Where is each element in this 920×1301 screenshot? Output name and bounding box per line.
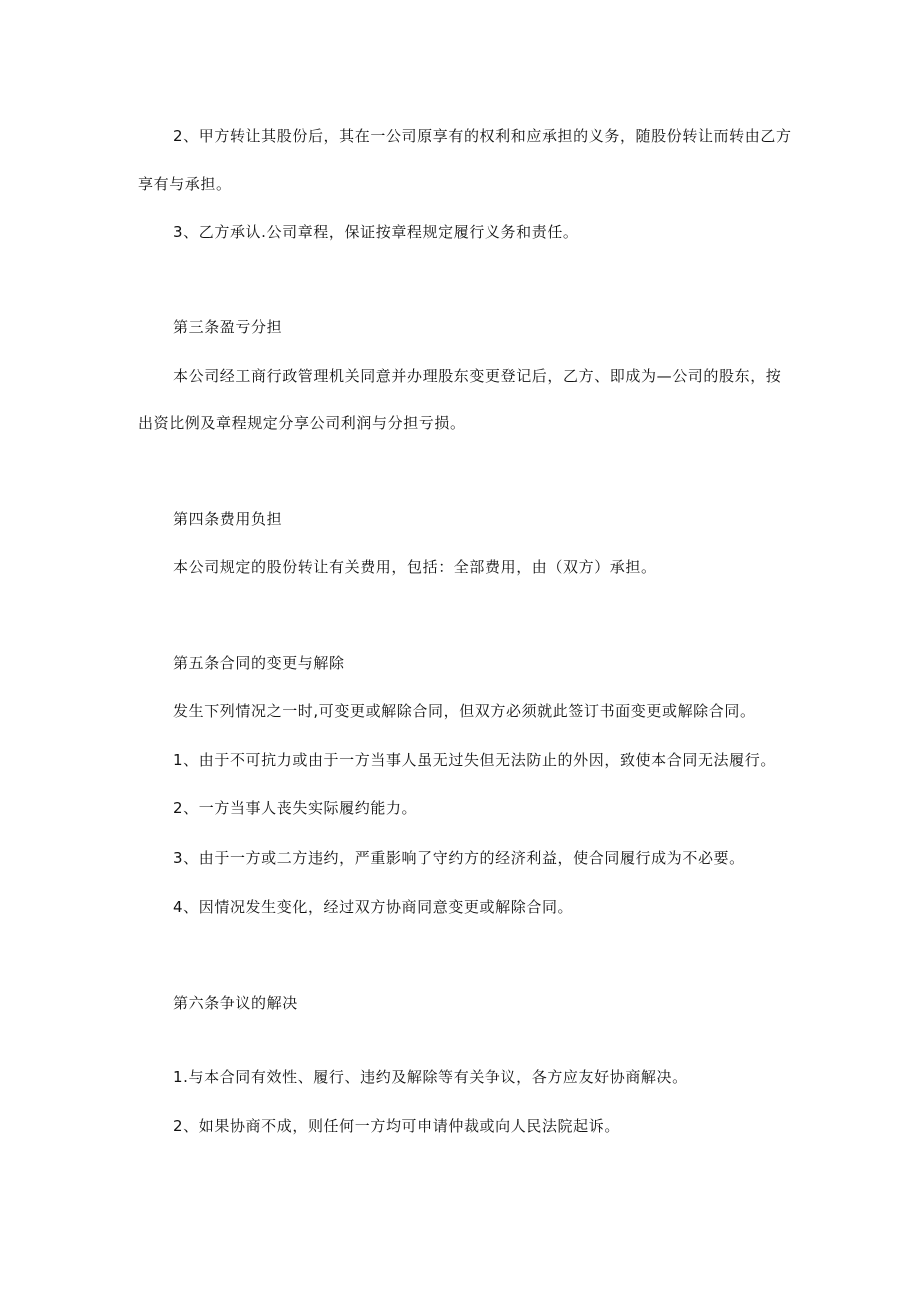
section-3-paragraph-line-1: 本公司经工商行政管理机关同意并办理股东变更登记后，乙方、即成为—公司的股东，按 [173,367,782,385]
section-5-intro: 发生下列情况之一时,可变更或解除合同，但双方必须就此签订书面变更或解除合同。 [173,702,756,720]
clause-2-item-3: 3、乙方承认.公司章程，保证按章程规定履行义务和责任。 [173,223,579,241]
section-4-heading: 第四条费用负担 [173,510,283,528]
section-6-item-2: 2、如果协商不成，则任何一方均可申请仲裁或向人民法院起诉。 [173,1117,620,1135]
section-6-item-1: 1.与本合同有效性、履行、违约及解除等有关争议，各方应友好协商解决。 [173,1068,688,1086]
section-5-item-1: 1、由于不可抗力或由于一方当事人虽无过失但无法防止的外因，致使本合同无法履行。 [173,751,776,769]
section-3-heading: 第三条盈亏分担 [173,318,283,336]
section-5-heading: 第五条合同的变更与解除 [173,654,345,672]
clause-2-item-2-line-2: 享有与承担。 [138,175,232,193]
section-5-item-4: 4、因情况发生变化，经过双方协商同意变更或解除合同。 [173,898,574,916]
section-5-item-2: 2、一方当事人丧失实际履约能力。 [173,799,418,817]
section-3-paragraph-line-2: 出资比例及章程规定分享公司利润与分担亏损。 [138,414,466,432]
section-4-paragraph: 本公司规定的股份转让有关费用，包括：全部费用，由（双方）承担。 [173,558,657,576]
section-5-item-3: 3、由于一方或二方违约，严重影响了守约方的经济利益，使合同履行成为不必要。 [173,849,745,867]
clause-2-item-2-line-1: 2、甲方转让其股份后，其在一公司原享有的权利和应承担的义务，随股份转让而转由乙方 [173,127,792,145]
section-6-heading: 第六条争议的解决 [173,994,298,1012]
